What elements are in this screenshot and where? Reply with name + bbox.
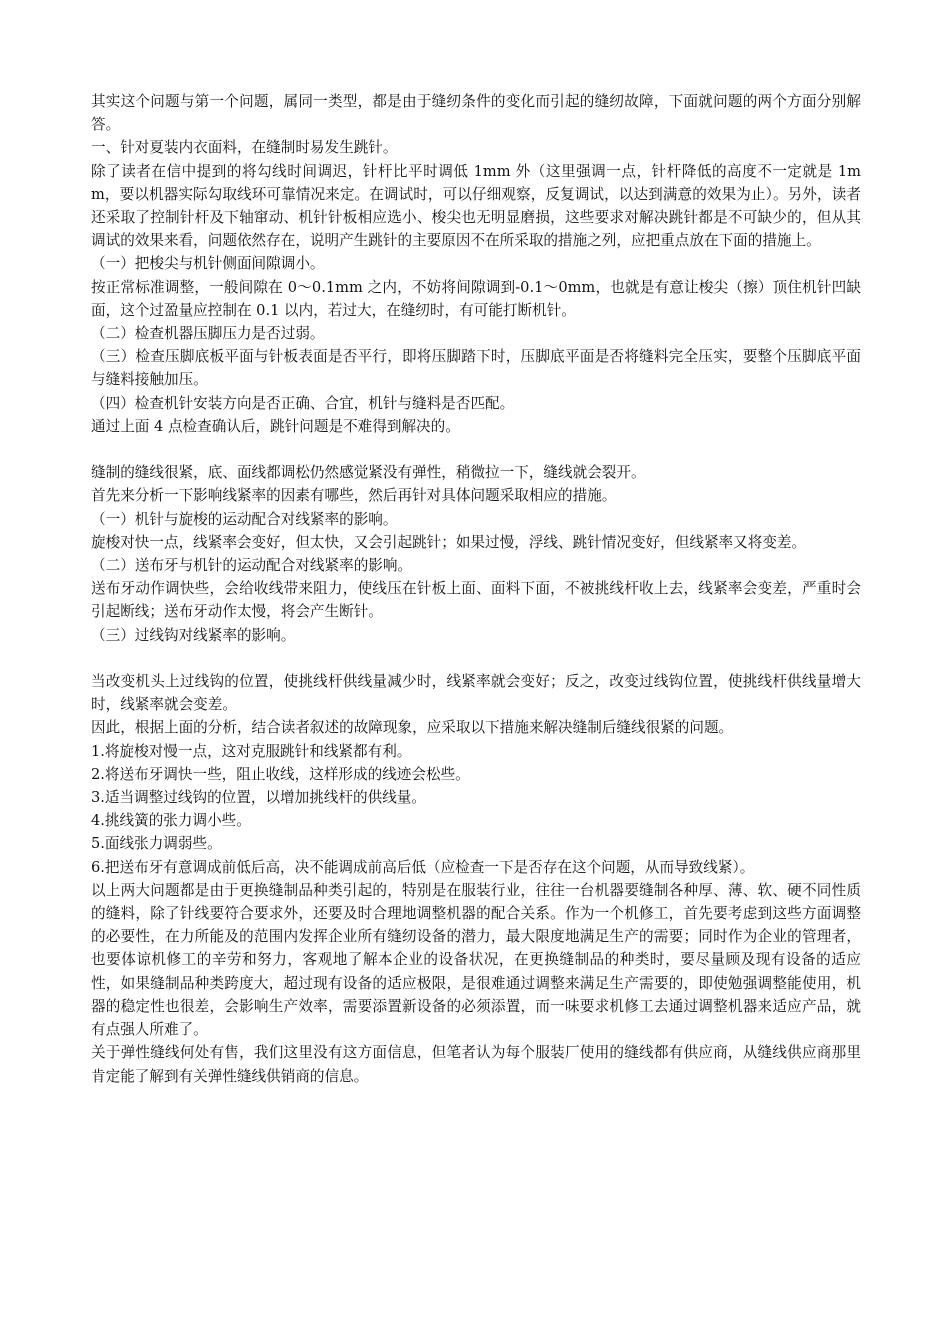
- skipped-stitch-conclusion: 通过上面 4 点检查确认后，跳针问题是不难得到解决的。: [91, 417, 460, 435]
- closing-paragraph: 关于弹性缝线何处有售，我们这里没有这方面信息，但笔者认为每个服装厂使用的缝线都有供应商，从缝线供应商那里肯定能了解到有关弹性缝线供销商的信息。: [91, 1044, 861, 1085]
- summary-paragraph: 以上两大问题都是由于更换缝制品种类引起的，特别是在服装行业，往往一台机器要缝制各种厚、薄、软、硬不同性质的缝料，除了针线要符合要求外，还要及时合理地调整机器的配合关系。作为一个机修工，首先要考虑到这些方面调整的必要性，在力所能及的范围内发挥企业所有缝纫设备的潜力，最大限度地满足生产的需要；同时作为企业的管理者，也要体谅机修工的辛劳和努力，客观地了解本企业的设备状况，在更换缝制品的种类时，要尽量顾及现有设备的适应性，如果缝制品种类跨度大，超过现有设备的适应极限，是很难通过调整来满足生产需要的，即使勉强调整能使用，机器的稳定性也很差，会影响生产效率，需要添置新设备的必须添置，而一味要求机修工去通过调整机器来适应产品，就有点强人所难了。: [91, 881, 861, 1039]
- list-item: 5.面线张力调弱些。: [91, 835, 222, 853]
- measure-1-detail: 按正常标准调整，一般间隙在 0～0.1mm 之内，不妨将间隙调到-0.1～0mm，也就是有意让梭尖（擦）顶住机针凹缺面，这个过盈量应控制在 0.1 以内，若过大，在缝纫时，有可能打断机针。: [91, 278, 861, 319]
- factor-3-detail: 当改变机头上过线钩的位置，使挑线杆供线量减少时，线紧率就会变好；反之，改变过线钩位置，使挑线杆供线量增大时，线紧率就会变差。: [91, 673, 861, 714]
- measure-3-heading: （三）检查压脚底板平面与针板表面是否平行，即将压脚踏下时，压脚底平面是否将缝料完全压实，要整个压脚底平面与缝料接触加压。: [91, 348, 861, 389]
- tight-seam-problem: 缝制的缝线很紧，底、面线都调松仍然感觉紧没有弹性，稍微拉一下，缝线就会裂开。: [91, 464, 646, 482]
- skipped-stitch-analysis: 除了读者在信中提到的将勾线时间调迟，针杆比平时调低 1mm 外（这里强调一点，针杆降低的高度不一定就是 1mm，要以机器实际勾取线环可靠情况来定。在调试时，可以仔细观察，反复调试，以达到满意的效果为止）。另外，读者还采取了控制针杆及下轴窜动、机针针板相应选小、梭尖也无明显磨损，这些要求对解决跳针都是不可缺少的，但从其调试的效果来看，问题依然存在，说明产生跳针的主要原因不在所采取的措施之列，应把重点放在下面的措施上。: [91, 162, 861, 250]
- list-item: 6.把送布牙有意调成前低后高，决不能调成前高后低（应检查一下是否存在这个问题，从而导致线紧）。: [91, 858, 755, 876]
- factor-2-detail: 送布牙动作调快些，会给收线带来阻力，使线压在针板上面、面料下面，不被挑线杆收上去，线紧率会变差，严重时会引起断线；送布牙动作太慢，将会产生断针。: [91, 580, 861, 621]
- factor-1-heading: （一）机针与旋梭的运动配合对线紧率的影响。: [91, 510, 398, 528]
- factor-1-detail: 旋梭对快一点，线紧率会变好，但太快，又会引起跳针；如果过慢，浮线、跳针情况变好，但线紧率又将变差。: [91, 533, 807, 551]
- tight-seam-intro: 首先来分析一下影响线紧率的因素有哪些，然后再针对具体问题采取相应的措施。: [91, 487, 617, 505]
- measure-4-heading: （四）检查机针安装方向是否正确、合宜，机针与缝料是否匹配。: [91, 394, 515, 412]
- list-item: 1.将旋梭对慢一点，这对克服跳针和线紧都有利。: [91, 742, 412, 760]
- list-item: 2.将送布牙调快一些，阻止收线，这样形成的线迹会松些。: [91, 765, 470, 783]
- section-heading-skipped-stitch: 一、针对夏装内衣面料，在缝制时易发生跳针。: [91, 139, 398, 157]
- intro-paragraph: 其实这个问题与第一个问题，属同一类型，都是由于缝纫条件的变化而引起的缝纫故障，下面就问题的两个方面分别解答。: [91, 93, 861, 134]
- measure-2-heading: （二）检查机器压脚压力是否过弱。: [91, 325, 325, 343]
- list-item: 4.挑线簧的张力调小些。: [91, 812, 251, 830]
- blank-line: [91, 438, 861, 461]
- measures-intro: 因此，根据上面的分析，结合读者叙述的故障现象，应采取以下措施来解决缝制后缝线很紧的问题。: [91, 719, 734, 737]
- blank-line: [91, 647, 861, 670]
- document-body: [91, 90, 861, 1088]
- factor-3-heading: （三）过线钩对线紧率的影响。: [91, 626, 296, 644]
- measure-1-heading: （一）把梭尖与机针侧面间隙调小。: [91, 255, 325, 273]
- factor-2-heading: （二）送布牙与机针的运动配合对线紧率的影响。: [91, 557, 413, 575]
- list-item: 3.适当调整过线钩的位置，以增加挑线杆的供线量。: [91, 789, 426, 807]
